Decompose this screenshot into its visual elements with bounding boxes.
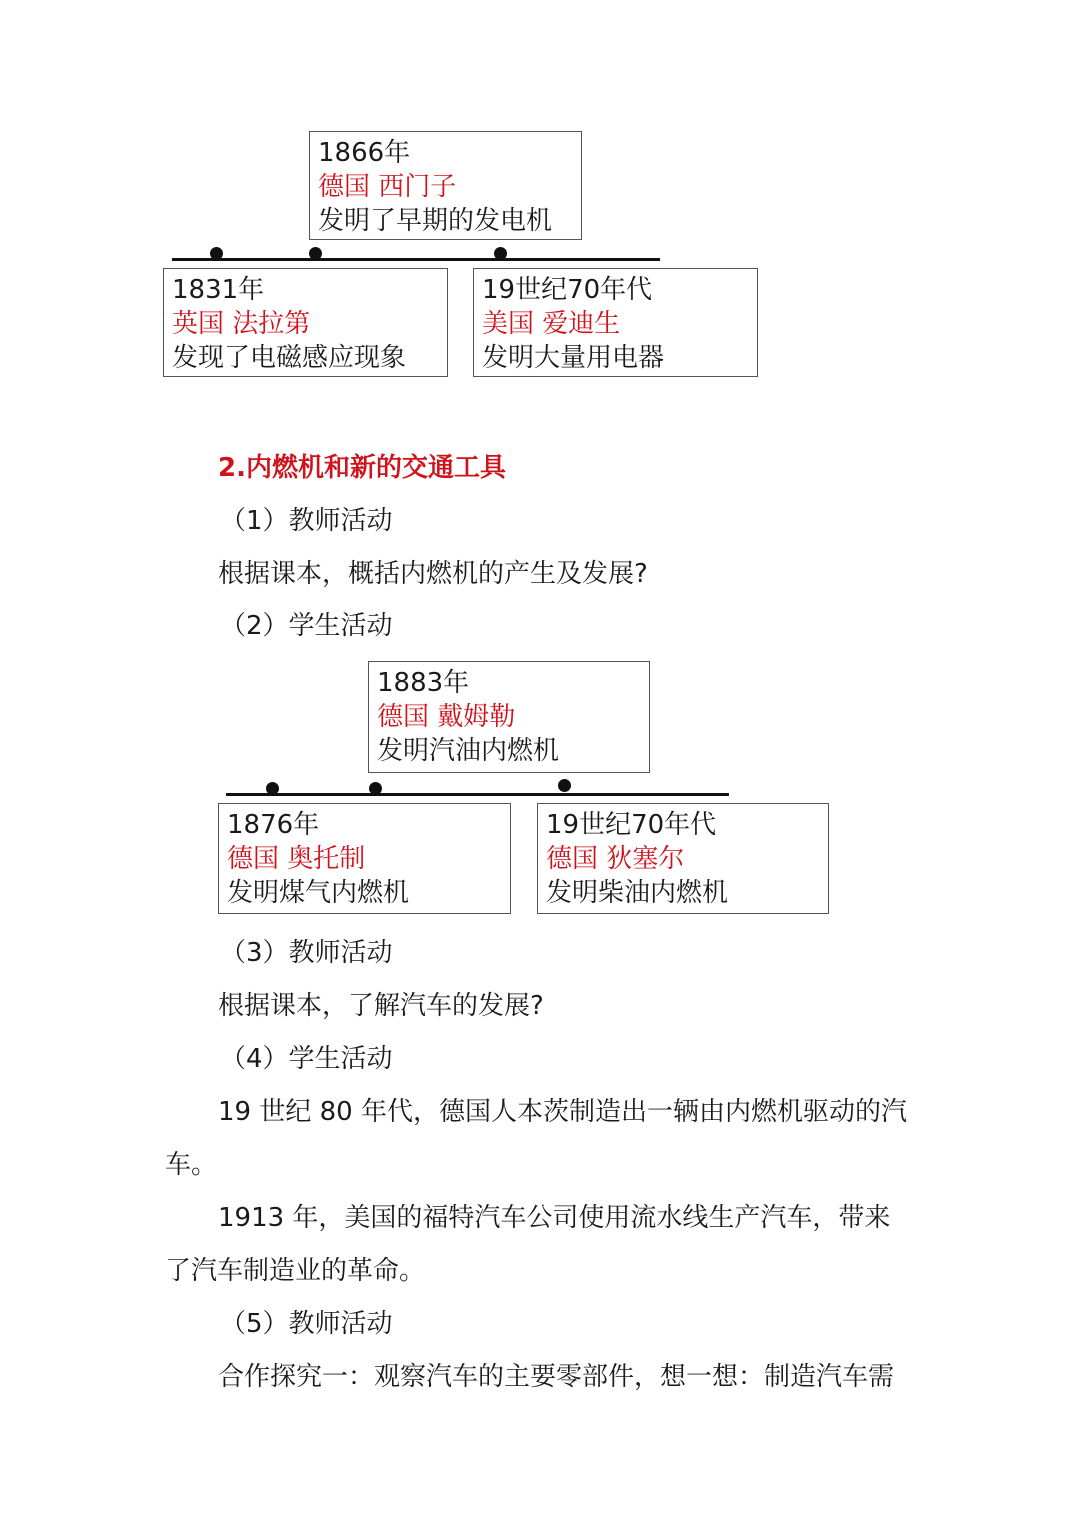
paragraph1-line2: 车。: [165, 1150, 218, 1180]
timeline1-dot-1831: [210, 247, 223, 260]
timeline2-left-person: 德国 奥托制: [227, 844, 366, 874]
timeline2-dot-1883: [369, 782, 382, 795]
timeline1-axis: [172, 258, 660, 261]
timeline2-right-person: 德国 狄塞尔: [546, 844, 685, 874]
timeline1-right-box: [473, 268, 758, 377]
timeline2-right-box: [537, 803, 829, 914]
timeline1-dot-1870s: [494, 247, 507, 260]
step1-label: （1）教师活动: [220, 506, 393, 536]
section-heading: 2.内燃机和新的交通工具: [218, 453, 506, 483]
paragraph2-line1: 1913 年，美国的福特汽车公司使用流水线生产汽车，带来: [218, 1203, 891, 1233]
timeline1-left-box: [163, 268, 448, 377]
timeline2-axis: [226, 793, 729, 796]
step3-text: 根据课本，了解汽车的发展?: [218, 991, 544, 1021]
timeline2-right-year: 19世纪70年代: [546, 810, 717, 840]
timeline1-dot-1866: [309, 247, 322, 260]
timeline2-dot-1870s: [558, 779, 571, 792]
timeline2-left-year: 1876年: [227, 810, 320, 840]
timeline2-right-event: 发明柴油内燃机: [546, 878, 729, 908]
timeline2-left-event: 发明煤气内燃机: [227, 878, 410, 908]
timeline1-right-person: 美国 爱迪生: [482, 309, 621, 339]
timeline1-right-event: 发明大量用电器: [482, 343, 665, 373]
timeline1-top-event: 发明了早期的发电机: [318, 206, 553, 236]
step1-text: 根据课本，概括内燃机的产生及发展?: [218, 559, 648, 589]
timeline1-left-year: 1831年: [172, 275, 265, 305]
timeline1-left-event: 发现了电磁感应现象: [172, 343, 407, 373]
timeline1-top-box: [309, 131, 582, 240]
step3-label: （3）教师活动: [220, 938, 393, 968]
timeline2-top-event: 发明汽油内燃机: [377, 736, 560, 766]
paragraph1-line1: 19 世纪 80 年代，德国人本茨制造出一辆由内燃机驱动的汽: [218, 1097, 907, 1127]
timeline2-top-year: 1883年: [377, 668, 470, 698]
paragraph2-line2: 了汽车制造业的革命。: [165, 1256, 426, 1286]
timeline1-top-person: 德国 西门子: [318, 172, 457, 202]
timeline2-top-box: [368, 661, 650, 773]
step2-label: （2）学生活动: [220, 611, 393, 641]
step4-label: （4）学生活动: [220, 1044, 393, 1074]
timeline1-right-year: 19世纪70年代: [482, 275, 653, 305]
timeline1-top-year: 1866年: [318, 138, 411, 168]
step5-label: （5）教师活动: [220, 1309, 393, 1339]
timeline2-left-box: [218, 803, 511, 914]
timeline1-left-person: 英国 法拉第: [172, 309, 311, 339]
explore-line1: 合作探究一：观察汽车的主要零部件，想一想：制造汽车需: [218, 1362, 895, 1392]
timeline2-dot-1876: [266, 782, 279, 795]
timeline2-top-person: 德国 戴姆勒: [377, 702, 516, 732]
